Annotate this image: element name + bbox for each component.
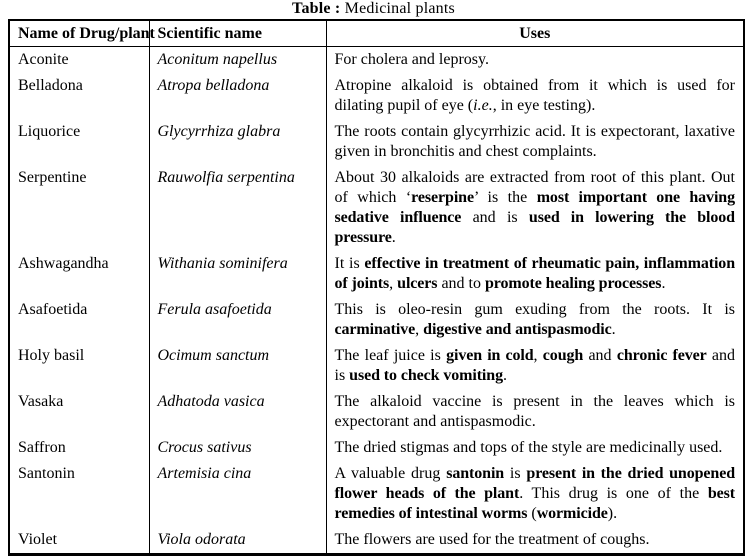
drug-name-cell: Violet (9, 527, 149, 555)
column-header-drug-name: Name of Drug/plant (9, 20, 149, 47)
drug-name-cell: Aconite (9, 47, 149, 74)
uses-text: This is oleo-resin gum exuding from the roots. It is (334, 301, 735, 318)
uses-cell (326, 165, 744, 251)
uses-text: A valuable drug (334, 465, 447, 482)
drug-name-cell: Ashwagandha (9, 251, 149, 297)
uses-text-bold: digestive and antispasmodic (423, 321, 612, 338)
scientific-name-cell: Withania sominifera (149, 251, 326, 297)
table-row (9, 297, 744, 343)
uses-text: The roots contain glycyrrhizic acid. It is expectorant, laxative given in bronchitis and chest complaints. (334, 123, 735, 160)
uses-text: ( (527, 505, 537, 522)
table-row (9, 73, 744, 119)
uses-text: The leaf juice is (334, 347, 447, 364)
uses-cell (326, 47, 744, 74)
scientific-name-cell: Ferula asafoetida (149, 297, 326, 343)
scientific-name-cell: Artemisia cina (149, 461, 326, 527)
table-row (9, 251, 744, 297)
uses-cell (326, 527, 744, 555)
drug-name-cell: Serpentine (9, 165, 149, 251)
uses-text-bold: ulcers (397, 275, 438, 292)
uses-text-bold: carminative (334, 321, 416, 338)
drug-name-cell: Liquorice (9, 119, 149, 165)
uses-text-italic: i.e. (473, 97, 493, 114)
uses-text: and (583, 347, 617, 364)
table-title (0, 0, 747, 19)
table-row (9, 119, 744, 165)
drug-name-cell: Santonin (9, 461, 149, 527)
uses-text-bold: cough (542, 347, 584, 364)
scientific-name-cell: Adhatoda vasica (149, 389, 326, 435)
table-body (9, 47, 744, 555)
uses-text-bold: used to check vomiting (349, 367, 503, 384)
scientific-name-cell: Rauwolfia serpentina (149, 165, 326, 251)
uses-cell (326, 343, 744, 389)
uses-text: ). (607, 505, 618, 522)
uses-text-bold: reserpine (411, 189, 474, 206)
table-row (9, 435, 744, 461)
uses-cell (326, 119, 744, 165)
uses-text: . This drug is one of the (519, 485, 708, 502)
medicinal-plants-table (8, 19, 745, 556)
scientific-name-cell: Crocus sativus (149, 435, 326, 461)
uses-text-bold: present in the dried unopened flower heads of the plant (334, 465, 736, 502)
uses-text: and to (437, 275, 485, 292)
table-row (9, 389, 744, 435)
scientific-name-cell: Atropa belladona (149, 73, 326, 119)
uses-text: . (611, 321, 616, 338)
table-row (9, 343, 744, 389)
uses-text: The dried stigmas and tops of the style are medicinally used. (334, 439, 723, 456)
uses-text: . (661, 275, 666, 292)
uses-text-bold: promote healing processes (484, 275, 662, 292)
uses-cell (326, 389, 744, 435)
uses-text-bold: used in lowering the blood pressure (334, 209, 735, 246)
table-title-text: Medicinal plants (344, 0, 455, 17)
scientific-name-cell: Glycyrrhiza glabra (149, 119, 326, 165)
uses-text-bold: most important one having sedative influence (334, 189, 735, 226)
uses-text: is (504, 465, 527, 482)
drug-name-cell: Vasaka (9, 389, 149, 435)
uses-cell (326, 251, 744, 297)
uses-text: and is (461, 209, 529, 226)
table-row (9, 527, 744, 555)
uses-text-bold: wormicide (536, 505, 608, 522)
table-row (9, 461, 744, 527)
scientific-name-cell: Viola odorata (149, 527, 326, 555)
uses-text: For cholera and leprosy. (334, 51, 489, 68)
scientific-name-cell: Ocimum sanctum (149, 343, 326, 389)
uses-text: ’ is the (473, 189, 537, 206)
uses-text: and is (334, 347, 736, 384)
uses-cell (326, 73, 744, 119)
uses-text-bold: chronic fever (616, 347, 707, 364)
table-row (9, 165, 744, 251)
uses-text: The alkaloid vaccine is present in the leaves which is expectorant and antispasmodic. (334, 393, 735, 430)
uses-cell (326, 461, 744, 527)
uses-text: The flowers are used for the treatment of coughs. (334, 531, 650, 548)
table-row (9, 47, 744, 74)
drug-name-cell: Holy basil (9, 343, 149, 389)
drug-name-cell: Asafoetida (9, 297, 149, 343)
uses-text: , (533, 347, 543, 364)
uses-text: , in eye testing). (492, 97, 596, 114)
header-row (9, 20, 744, 47)
uses-text-bold: best remedies of intestinal worms (334, 485, 735, 522)
uses-cell (326, 297, 744, 343)
scientific-name-cell: Aconitum napellus (149, 47, 326, 74)
uses-text: . (391, 229, 396, 246)
uses-text: . (502, 367, 507, 384)
uses-text: , (415, 321, 424, 338)
uses-text: Atropine alkaloid is obtained from it which is used for dilating pupil of eye ( (334, 77, 735, 114)
uses-text-bold: effective in treatment of rheumatic pain, inflammation of joints (334, 255, 735, 292)
column-header-scientific-name: Scientific name (149, 20, 326, 47)
uses-text: , (389, 275, 398, 292)
uses-text: About 30 alkaloids are extracted from root of this plant. Out of which ‘ (334, 169, 735, 206)
drug-name-cell: Saffron (9, 435, 149, 461)
table-title-prefix: Table : (292, 0, 341, 17)
uses-text-bold: given in cold (446, 347, 534, 364)
drug-name-cell: Belladona (9, 73, 149, 119)
uses-cell (326, 435, 744, 461)
uses-text: It is (334, 255, 365, 272)
uses-text-bold: santonin (446, 465, 505, 482)
column-header-uses: Uses (326, 20, 744, 47)
